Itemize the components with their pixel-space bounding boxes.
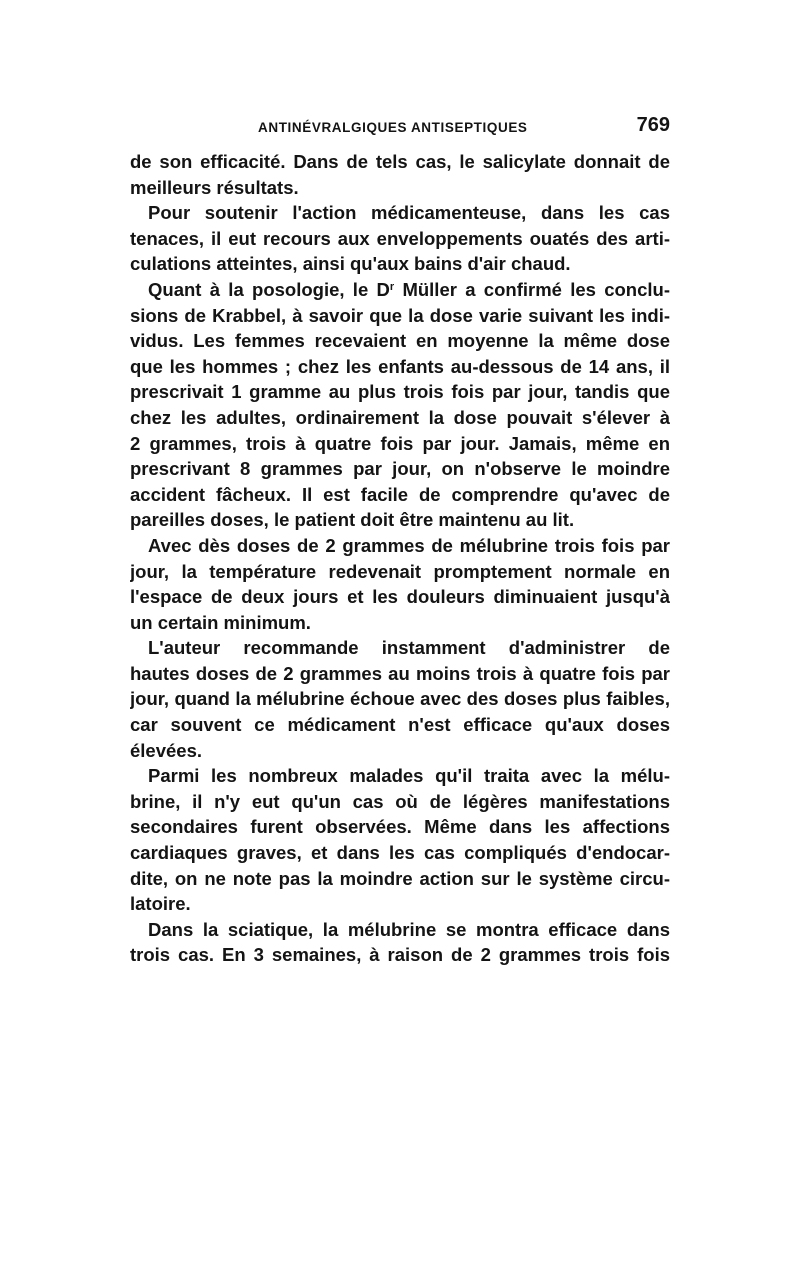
text-line: l'espace de deux jours et les douleurs diminuaient jusqu'à <box>130 586 670 608</box>
text-line: secondaires furent observées. Même dans les affections <box>130 816 670 838</box>
text-line: tenaces, il eut recours aux enveloppements ouatés des arti- <box>130 227 670 249</box>
line-end: Müller a confirmé les conclu- <box>394 278 670 300</box>
text-line: Dans la sciatique, la mélubrine se montra efficace dans <box>148 918 670 940</box>
text-line: meilleurs résultats. <box>130 176 299 198</box>
line-start: Quant à la posologie, le D <box>148 278 390 300</box>
text-line: jour, la température redevenait promptement normale en <box>130 560 670 582</box>
text-line: pareilles doses, le patient doit être maintenu au lit. <box>130 509 575 531</box>
text-line: un certain minimum. <box>130 611 311 633</box>
text-line <box>130 277 670 303</box>
text-line: hautes doses de 2 grammes au moins trois à quatre fois par <box>130 662 670 684</box>
text-line: 2 grammes, trois à quatre fois par jour. Jamais, même en <box>130 432 670 454</box>
abbrev-superscript: r <box>389 280 395 293</box>
text-line: élevées. <box>130 739 203 761</box>
text-line: Parmi les nombreux malades qu'il traita avec la mélu- <box>148 765 670 787</box>
text-line: car souvent ce médicament n'est efficace qu'aux doses <box>130 714 670 736</box>
text-line: chez les adultes, ordinairement la dose pouvait s'élever à <box>130 406 670 428</box>
text-line: vidus. Les femmes recevaient en moyenne la même dose <box>130 330 670 352</box>
text-line: L'auteur recommande instamment d'administrer de <box>148 637 670 659</box>
page-number: 769 <box>636 114 670 136</box>
text-line: de son efficacité. Dans de tels cas, le salicylate donnait de <box>130 151 670 172</box>
body-text <box>130 149 670 968</box>
text-line: brine, il n'y eut qu'un cas où de légères manifestations <box>130 790 670 812</box>
text-line: que les hommes ; chez les enfants au-dessous de 14 ans, il <box>130 355 670 377</box>
text-line: prescrivait 1 gramme au plus trois fois par jour, tandis que <box>130 381 670 403</box>
running-title: ANTINÉVRALGIQUES ANTISEPTIQUES <box>258 120 528 135</box>
text-line: sions de Krabbel, à savoir que la dose varie suivant les indi- <box>130 304 670 326</box>
text-line: dite, on ne note pas la moindre action sur le système circu- <box>130 867 670 889</box>
text-line: latoire. <box>130 893 191 915</box>
text-line: Avec dès doses de 2 grammes de mélubrine trois fois par <box>148 534 670 556</box>
running-head <box>130 114 670 142</box>
text-line: prescrivant 8 grammes par jour, on n'observe le moindre <box>130 458 670 480</box>
text-line: trois cas. En 3 semaines, à raison de 2 grammes trois fois <box>130 944 670 966</box>
text-line: jour, quand la mélubrine échoue avec des doses plus faibles, <box>130 688 670 710</box>
text-line: Pour soutenir l'action médicamenteuse, dans les cas <box>148 202 670 224</box>
text-line: accident fâcheux. Il est facile de comprendre qu'avec de <box>130 483 670 505</box>
text-line: cardiaques graves, et dans les cas compliqués d'endocar- <box>130 842 670 864</box>
text-line: culations atteintes, ainsi qu'aux bains d'air chaud. <box>130 253 571 275</box>
